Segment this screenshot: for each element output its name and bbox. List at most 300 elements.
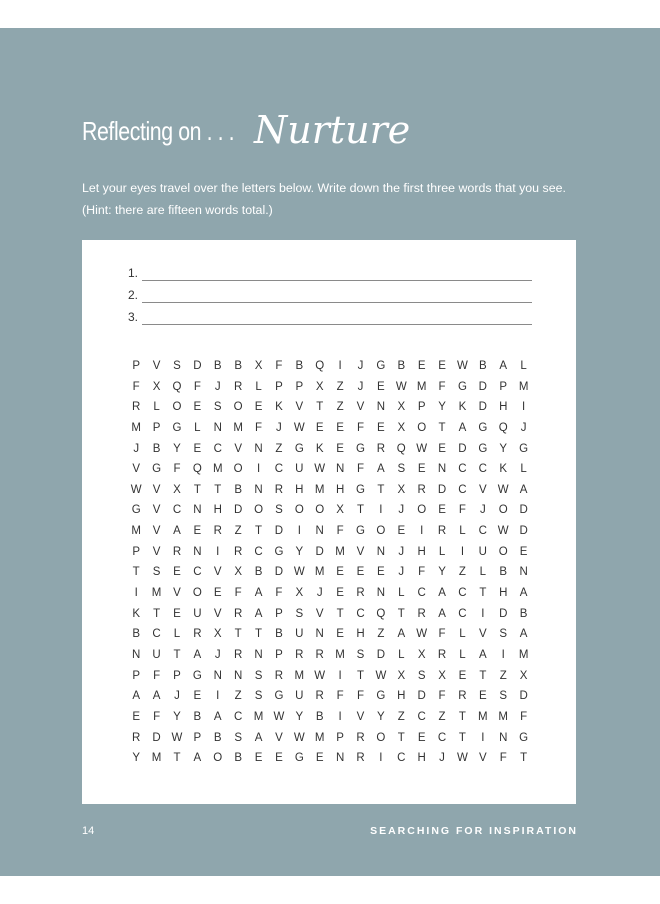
grid-letter[interactable]: W [314, 669, 326, 682]
grid-letter[interactable]: C [152, 628, 161, 641]
grid-letter[interactable]: V [275, 731, 283, 744]
grid-letter[interactable]: R [437, 525, 447, 538]
grid-letter[interactable]: W [293, 421, 305, 434]
grid-letter[interactable]: D [193, 360, 202, 372]
grid-letter[interactable]: A [438, 607, 446, 620]
grid-letter[interactable]: E [132, 710, 141, 723]
grid-letter[interactable]: T [479, 669, 487, 682]
grid-letter[interactable]: B [234, 483, 242, 496]
grid-letter[interactable]: P [295, 380, 304, 393]
grid-letter[interactable]: F [275, 360, 283, 372]
grid-letter[interactable]: M [498, 710, 509, 723]
grid-letter[interactable]: A [519, 587, 528, 600]
grid-letter[interactable]: S [417, 669, 426, 682]
grid-letter[interactable]: V [315, 607, 324, 620]
grid-letter[interactable]: P [275, 648, 283, 661]
grid-letter[interactable]: S [295, 607, 304, 620]
grid-letter[interactable]: O [376, 731, 386, 744]
grid-letter[interactable]: A [458, 421, 467, 434]
grid-letter[interactable]: B [254, 566, 263, 579]
grid-letter[interactable]: A [519, 628, 528, 641]
grid-letter[interactable]: G [274, 690, 284, 703]
grid-letter[interactable]: R [233, 648, 243, 661]
grid-letter[interactable]: X [213, 628, 222, 641]
grid-letter[interactable]: K [315, 442, 324, 455]
grid-letter[interactable]: N [376, 401, 386, 414]
grid-letter[interactable]: Q [172, 380, 182, 393]
grid-letter[interactable]: W [171, 731, 183, 744]
grid-letter[interactable]: G [274, 545, 284, 558]
grid-letter[interactable]: L [459, 628, 466, 641]
grid-letter[interactable]: S [499, 628, 508, 641]
grid-letter[interactable]: F [132, 380, 140, 393]
grid-letter[interactable]: Z [397, 710, 405, 723]
grid-letter[interactable]: O [417, 421, 427, 434]
grid-letter[interactable]: N [213, 421, 222, 434]
grid-letter[interactable]: A [193, 648, 202, 661]
grid-letter[interactable]: J [398, 566, 405, 579]
grid-letter[interactable]: C [458, 483, 467, 496]
grid-letter[interactable]: F [499, 752, 507, 765]
grid-letter[interactable]: C [172, 504, 182, 517]
grid-letter[interactable]: N [193, 545, 202, 558]
grid-letter[interactable]: V [132, 463, 141, 476]
grid-letter[interactable]: R [132, 401, 141, 414]
grid-letter[interactable]: C [397, 752, 406, 765]
grid-letter[interactable]: J [357, 360, 364, 372]
grid-letter[interactable]: X [234, 566, 242, 579]
grid-letter[interactable]: E [417, 463, 426, 476]
grid-letter[interactable]: H [499, 587, 508, 600]
grid-letter[interactable]: G [356, 525, 365, 538]
grid-letter[interactable]: O [172, 401, 182, 414]
answer-line-1[interactable] [128, 266, 532, 288]
grid-letter[interactable]: R [233, 545, 243, 558]
grid-letter[interactable]: Z [336, 401, 344, 414]
grid-letter[interactable]: J [479, 504, 486, 517]
grid-letter[interactable]: Y [499, 442, 508, 455]
grid-letter[interactable]: X [173, 483, 181, 496]
grid-letter[interactable]: T [479, 587, 487, 600]
grid-letter[interactable]: V [152, 525, 161, 538]
grid-letter[interactable]: X [417, 648, 426, 661]
grid-letter[interactable]: X [397, 483, 406, 496]
grid-letter[interactable]: T [438, 421, 446, 434]
grid-letter[interactable]: F [438, 628, 446, 641]
grid-letter[interactable]: V [356, 710, 365, 723]
grid-letter[interactable]: B [234, 752, 242, 765]
grid-letter[interactable]: X [336, 504, 344, 517]
grid-letter[interactable]: J [398, 545, 405, 558]
grid-letter[interactable]: P [132, 669, 141, 682]
grid-letter[interactable]: E [173, 607, 181, 620]
grid-letter[interactable]: D [519, 690, 528, 703]
grid-letter[interactable]: C [458, 587, 467, 600]
grid-letter[interactable]: C [193, 566, 202, 579]
grid-letter[interactable]: X [438, 669, 446, 682]
grid-letter[interactable]: L [153, 401, 160, 414]
grid-letter[interactable]: V [213, 566, 222, 579]
grid-letter[interactable]: T [173, 648, 181, 661]
grid-letter[interactable]: G [294, 442, 304, 455]
grid-letter[interactable]: A [479, 648, 487, 661]
grid-letter[interactable]: M [131, 525, 141, 538]
grid-letter[interactable]: O [233, 463, 243, 476]
grid-letter[interactable]: F [356, 463, 364, 476]
grid-letter[interactable]: M [253, 710, 264, 723]
grid-letter[interactable]: N [437, 463, 447, 476]
grid-letter[interactable]: S [152, 566, 161, 579]
grid-letter[interactable]: H [499, 401, 508, 414]
word-search-grid[interactable] [126, 356, 534, 769]
grid-letter[interactable]: C [254, 545, 263, 558]
grid-letter[interactable]: E [458, 669, 467, 682]
grid-letter[interactable]: G [478, 421, 488, 434]
grid-letter[interactable]: H [397, 690, 406, 703]
grid-letter[interactable]: P [132, 360, 141, 372]
grid-letter[interactable]: J [133, 442, 140, 455]
grid-letter[interactable]: B [132, 628, 141, 641]
grid-letter[interactable]: S [499, 690, 508, 703]
grid-letter[interactable]: T [316, 401, 324, 414]
grid-letter[interactable]: O [233, 401, 243, 414]
grid-letter[interactable]: G [356, 483, 365, 496]
grid-letter[interactable]: J [214, 380, 221, 393]
grid-letter[interactable]: V [152, 545, 161, 558]
grid-letter[interactable]: T [520, 752, 528, 765]
grid-letter[interactable]: R [417, 483, 426, 496]
grid-letter[interactable]: L [398, 648, 405, 661]
grid-letter[interactable]: E [377, 421, 385, 434]
grid-letter[interactable]: D [499, 607, 508, 620]
grid-letter[interactable]: N [519, 566, 528, 579]
grid-letter[interactable]: N [315, 525, 324, 538]
grid-letter[interactable]: O [213, 752, 223, 765]
grid-letter[interactable]: A [173, 525, 181, 538]
grid-letter[interactable]: J [214, 648, 221, 661]
grid-letter[interactable]: A [397, 628, 406, 641]
grid-letter[interactable]: A [519, 483, 528, 496]
grid-letter[interactable]: P [275, 380, 283, 393]
grid-letter[interactable]: A [213, 710, 222, 723]
grid-letter[interactable]: U [295, 628, 304, 641]
grid-letter[interactable]: F [520, 710, 528, 723]
grid-letter[interactable]: B [193, 710, 202, 723]
grid-letter[interactable]: O [376, 525, 386, 538]
grid-letter[interactable]: Q [192, 463, 202, 476]
grid-letter[interactable]: T [377, 483, 385, 496]
grid-letter[interactable]: B [519, 607, 528, 620]
grid-letter[interactable]: S [356, 648, 365, 661]
grid-letter[interactable]: O [192, 587, 202, 600]
grid-letter[interactable]: N [193, 504, 202, 517]
grid-letter[interactable]: B [213, 360, 222, 372]
grid-letter[interactable]: W [457, 752, 468, 765]
grid-letter[interactable]: T [397, 731, 405, 744]
grid-letter[interactable]: J [398, 504, 405, 517]
grid-letter[interactable]: I [256, 463, 261, 476]
grid-letter[interactable]: L [459, 648, 466, 661]
grid-letter[interactable]: U [152, 648, 161, 661]
grid-letter[interactable]: E [193, 525, 202, 538]
grid-letter[interactable]: Y [438, 566, 446, 579]
grid-letter[interactable]: S [254, 669, 263, 682]
grid-letter[interactable]: R [437, 648, 447, 661]
grid-letter[interactable]: M [233, 421, 243, 434]
grid-letter[interactable]: V [479, 628, 487, 641]
grid-letter[interactable]: X [397, 401, 406, 414]
grid-letter[interactable]: F [458, 504, 466, 517]
grid-letter[interactable]: T [458, 731, 466, 744]
grid-letter[interactable]: M [294, 669, 305, 682]
grid-letter[interactable]: K [275, 401, 283, 414]
grid-letter[interactable]: N [335, 463, 345, 476]
grid-letter[interactable]: E [417, 360, 426, 372]
grid-letter[interactable]: E [438, 360, 446, 372]
grid-letter[interactable]: I [379, 752, 383, 765]
grid-letter[interactable]: E [336, 628, 344, 641]
grid-letter[interactable]: O [294, 504, 304, 517]
grid-letter[interactable]: H [417, 752, 426, 765]
grid-letter[interactable]: W [293, 566, 305, 579]
grid-letter[interactable]: V [152, 483, 161, 496]
grid-letter[interactable]: A [438, 587, 446, 600]
grid-letter[interactable]: T [234, 628, 242, 641]
grid-letter[interactable]: V [295, 401, 304, 414]
grid-letter[interactable]: R [356, 731, 365, 744]
grid-letter[interactable]: K [499, 463, 508, 476]
grid-letter[interactable]: M [518, 380, 529, 393]
grid-letter[interactable]: G [172, 421, 182, 434]
grid-letter[interactable]: M [314, 483, 325, 496]
grid-letter[interactable]: D [478, 401, 487, 414]
grid-letter[interactable]: E [173, 566, 181, 579]
grid-letter[interactable]: P [173, 669, 181, 682]
grid-letter[interactable]: C [213, 442, 222, 455]
grid-letter[interactable]: Z [499, 669, 507, 682]
grid-letter[interactable]: M [151, 587, 162, 600]
grid-letter[interactable]: P [417, 401, 426, 414]
grid-letter[interactable]: P [336, 731, 344, 744]
grid-letter[interactable]: U [478, 545, 487, 558]
grid-letter[interactable]: O [498, 545, 508, 558]
grid-letter[interactable]: E [336, 587, 344, 600]
grid-letter[interactable]: H [417, 545, 426, 558]
grid-letter[interactable]: X [397, 421, 406, 434]
grid-letter[interactable]: D [519, 525, 528, 538]
grid-letter[interactable]: A [254, 607, 263, 620]
grid-letter[interactable]: V [479, 752, 487, 765]
grid-letter[interactable]: N [376, 545, 386, 558]
grid-letter[interactable]: E [479, 690, 487, 703]
grid-letter[interactable]: G [519, 442, 529, 455]
grid-letter[interactable]: N [132, 648, 141, 661]
grid-letter[interactable]: B [499, 566, 508, 579]
grid-letter[interactable]: F [336, 690, 344, 703]
grid-letter[interactable]: R [274, 669, 284, 682]
grid-letter[interactable]: M [518, 648, 529, 661]
grid-letter[interactable]: R [458, 690, 467, 703]
grid-letter[interactable]: I [134, 587, 138, 600]
grid-letter[interactable]: A [499, 360, 508, 372]
grid-letter[interactable]: R [356, 752, 365, 765]
grid-letter[interactable]: E [438, 442, 446, 455]
grid-letter[interactable]: T [214, 483, 222, 496]
grid-letter[interactable]: K [132, 607, 141, 620]
grid-letter[interactable]: B [234, 360, 242, 372]
grid-letter[interactable]: R [233, 607, 243, 620]
grid-letter[interactable]: B [479, 360, 487, 372]
grid-letter[interactable]: S [234, 731, 242, 744]
grid-letter[interactable]: G [457, 380, 467, 393]
grid-letter[interactable]: E [438, 504, 446, 517]
grid-letter[interactable]: M [131, 421, 141, 434]
grid-letter[interactable]: D [519, 504, 528, 517]
grid-letter[interactable]: E [193, 690, 202, 703]
grid-letter[interactable]: Q [315, 360, 325, 372]
grid-letter[interactable]: O [315, 504, 325, 517]
grid-letter[interactable]: A [254, 731, 263, 744]
grid-letter[interactable]: I [522, 401, 526, 414]
grid-letter[interactable]: I [420, 525, 424, 538]
grid-letter[interactable]: J [174, 690, 180, 703]
grid-letter[interactable]: J [276, 421, 282, 434]
grid-letter[interactable]: T [193, 483, 201, 496]
grid-letter[interactable]: C [458, 463, 467, 476]
grid-letter[interactable]: Q [396, 442, 406, 455]
grid-letter[interactable]: G [152, 463, 162, 476]
grid-letter[interactable]: N [376, 587, 386, 600]
grid-letter[interactable]: W [497, 483, 509, 496]
grid-letter[interactable]: F [336, 525, 344, 538]
grid-letter[interactable]: U [295, 463, 304, 476]
grid-letter[interactable]: U [295, 690, 304, 703]
grid-letter[interactable]: G [356, 442, 365, 455]
grid-letter[interactable]: S [275, 504, 283, 517]
grid-letter[interactable]: D [274, 525, 284, 538]
grid-letter[interactable]: F [438, 690, 446, 703]
grid-letter[interactable]: J [439, 752, 445, 765]
grid-letter[interactable]: R [274, 483, 284, 496]
grid-letter[interactable]: G [192, 669, 202, 682]
grid-letter[interactable]: D [437, 483, 447, 496]
grid-letter[interactable]: F [255, 421, 263, 434]
grid-letter[interactable]: N [213, 669, 222, 682]
grid-letter[interactable]: Y [173, 710, 181, 723]
grid-letter[interactable]: V [213, 607, 222, 620]
grid-letter[interactable]: T [397, 607, 405, 620]
grid-letter[interactable]: H [295, 483, 304, 496]
grid-letter[interactable]: L [520, 360, 527, 372]
grid-letter[interactable]: X [397, 669, 406, 682]
grid-letter[interactable]: W [395, 380, 407, 393]
grid-letter[interactable]: L [398, 587, 405, 600]
grid-letter[interactable]: G [376, 360, 386, 372]
grid-letter[interactable]: N [254, 648, 263, 661]
grid-letter[interactable]: W [375, 669, 387, 682]
grid-letter[interactable]: I [338, 710, 342, 723]
grid-letter[interactable]: Y [132, 752, 141, 765]
grid-letter[interactable]: U [193, 607, 202, 620]
answer-line-3[interactable] [128, 310, 532, 332]
grid-letter[interactable]: Z [377, 628, 385, 641]
grid-letter[interactable]: E [213, 587, 222, 600]
grid-letter[interactable]: F [438, 380, 446, 393]
grid-letter[interactable]: M [314, 731, 325, 744]
grid-letter[interactable]: A [377, 463, 385, 476]
grid-letter[interactable]: T [356, 504, 364, 517]
grid-letter[interactable]: J [316, 587, 323, 600]
grid-letter[interactable]: D [152, 731, 161, 744]
grid-letter[interactable]: H [335, 483, 345, 496]
grid-letter[interactable]: N [254, 442, 263, 455]
grid-letter[interactable]: T [255, 628, 263, 641]
grid-letter[interactable]: Q [376, 607, 386, 620]
grid-letter[interactable]: M [335, 648, 345, 661]
grid-letter[interactable]: E [315, 421, 324, 434]
grid-letter[interactable]: R [315, 690, 324, 703]
grid-letter[interactable]: G [376, 690, 386, 703]
grid-letter[interactable]: Z [458, 566, 466, 579]
grid-letter[interactable]: W [497, 525, 509, 538]
grid-letter[interactable]: Z [438, 710, 446, 723]
grid-letter[interactable]: I [216, 690, 220, 703]
grid-letter[interactable]: L [173, 628, 181, 641]
grid-letter[interactable]: I [481, 731, 485, 744]
grid-letter[interactable]: X [315, 380, 324, 393]
grid-letter[interactable]: G [519, 731, 529, 744]
grid-letter[interactable]: C [458, 607, 467, 620]
grid-letter[interactable]: L [520, 463, 527, 476]
grid-letter[interactable]: X [254, 360, 263, 372]
grid-letter[interactable]: R [295, 648, 304, 661]
grid-letter[interactable]: Y [173, 442, 181, 455]
grid-letter[interactable]: I [297, 525, 301, 538]
grid-letter[interactable]: M [212, 463, 223, 476]
grid-letter[interactable]: D [274, 566, 284, 579]
grid-letter[interactable]: T [255, 525, 263, 538]
grid-letter[interactable]: J [520, 421, 527, 434]
grid-letter[interactable]: W [457, 360, 468, 372]
grid-letter[interactable]: T [132, 566, 140, 579]
grid-letter[interactable]: D [376, 648, 386, 661]
grid-letter[interactable]: R [376, 442, 386, 455]
grid-letter[interactable]: F [153, 669, 161, 682]
grid-letter[interactable]: T [356, 669, 364, 682]
grid-letter[interactable]: Y [377, 710, 385, 723]
grid-letter[interactable]: I [460, 545, 465, 558]
grid-letter[interactable]: B [213, 731, 222, 744]
grid-letter[interactable]: P [275, 607, 283, 620]
grid-letter[interactable]: O [498, 504, 508, 517]
grid-letter[interactable]: S [173, 360, 181, 372]
grid-letter[interactable]: N [315, 628, 324, 641]
grid-letter[interactable]: L [255, 380, 262, 393]
grid-letter[interactable]: V [356, 545, 365, 558]
grid-letter[interactable]: L [459, 525, 466, 538]
grid-letter[interactable]: I [379, 504, 383, 517]
grid-letter[interactable]: W [293, 731, 305, 744]
grid-letter[interactable]: C [274, 463, 284, 476]
grid-letter[interactable]: T [458, 710, 466, 723]
grid-letter[interactable]: N [254, 483, 263, 496]
grid-letter[interactable]: P [152, 421, 161, 434]
grid-letter[interactable]: R [233, 380, 243, 393]
grid-letter[interactable]: M [314, 566, 325, 579]
grid-letter[interactable]: C [417, 710, 426, 723]
grid-letter[interactable]: E [377, 566, 385, 579]
grid-letter[interactable]: R [132, 731, 141, 744]
